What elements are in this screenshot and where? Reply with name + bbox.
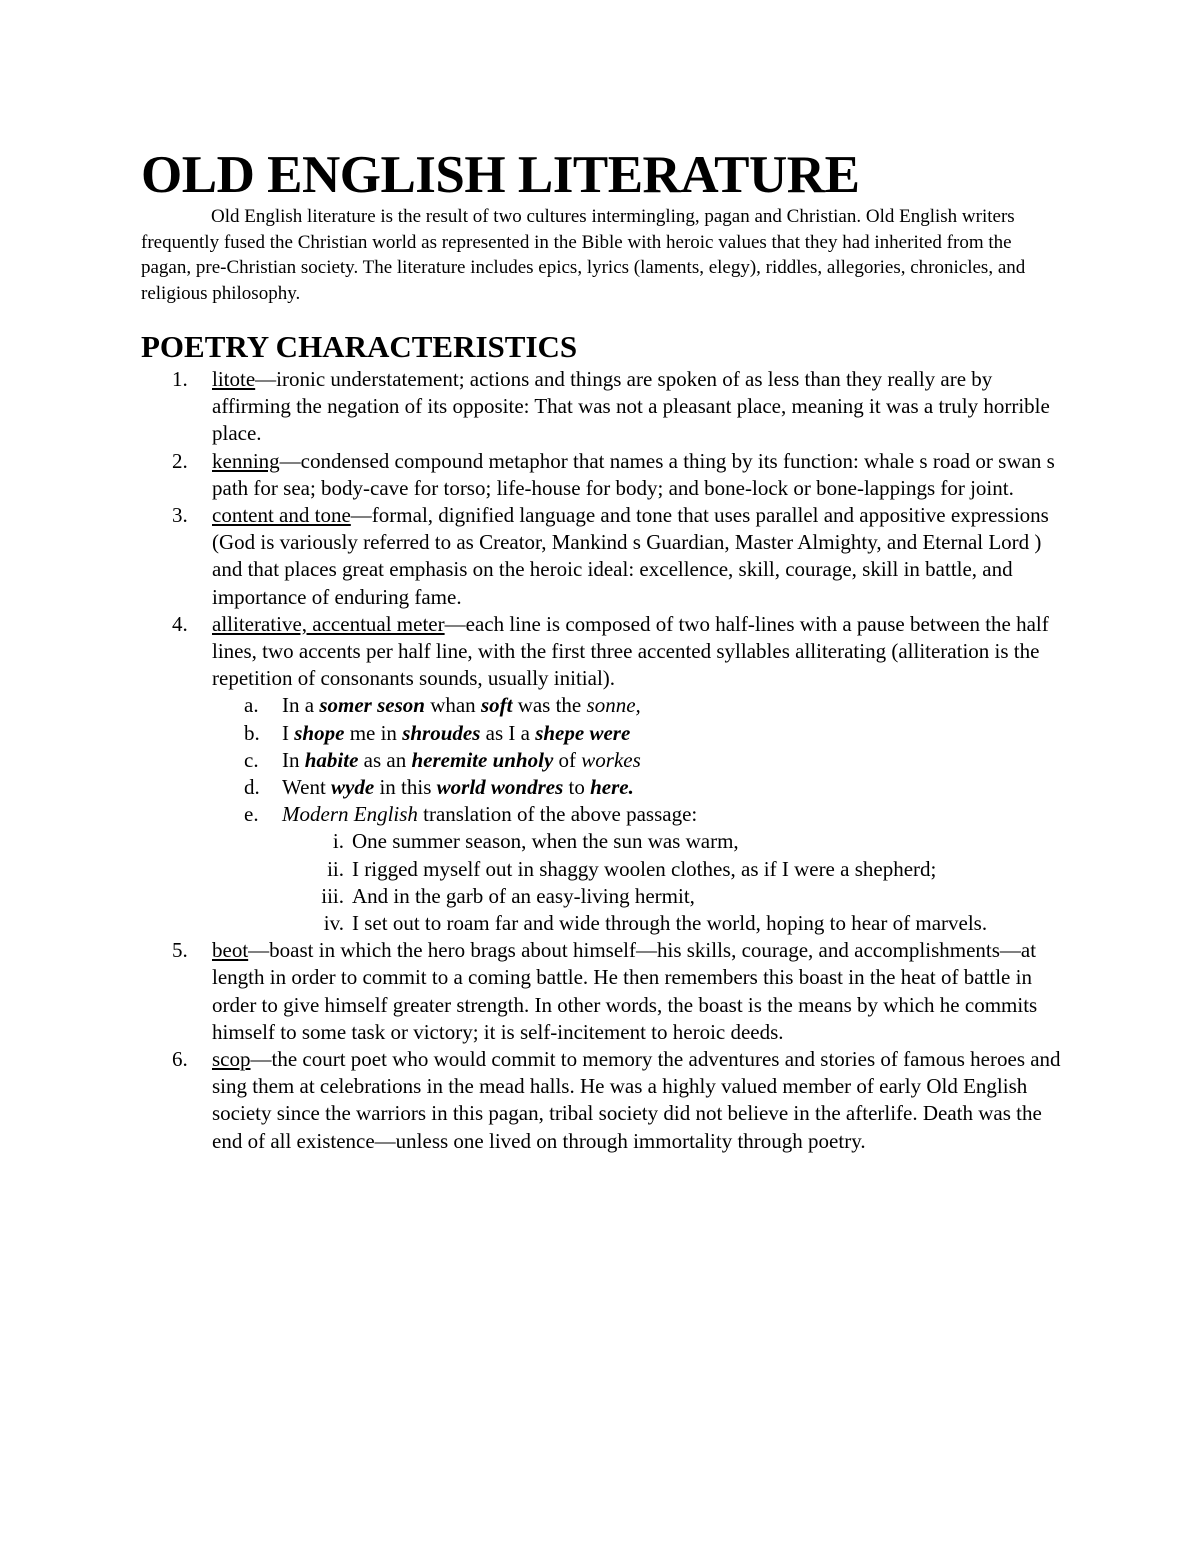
alliterated-word: somer seson	[319, 693, 425, 718]
list-number: 5.	[172, 938, 188, 963]
translation-text: I rigged myself out in shaggy woolen clothes, as if I were a shepherd;	[352, 856, 937, 881]
translation-line	[327, 856, 1072, 883]
list-number: 2.	[172, 448, 188, 473]
translation-list	[282, 828, 1072, 937]
italic-phrase: Modern English	[282, 802, 418, 827]
alliterated-word: world wondres	[436, 775, 564, 800]
example-line-d	[244, 774, 1072, 801]
text: In a	[282, 693, 320, 718]
intro-paragraph: Old English literature is the result of two cultures intermingling, pagan and Christian. Old English writers frequently fused the Christian world as represented in the Bible with heroic values that they had inherited from the pagan, pre-Christian society. The literature includes epics, lyrics (laments, elegy), riddles, allegories, chronicles, and religious philosophy.	[141, 206, 1026, 304]
definition: —the court poet who would commit to memory the adventures and stories of famous heroes and sing them at celebrations in the mead halls. He was a highly valued member of early Old English society since the warriors in this pagan, tribal society did not believe in the afterlife. Death was the end of all existence—unless one lived on through immortality through poetry.	[212, 1047, 1061, 1153]
alliterated-word: shroudes	[402, 720, 481, 745]
text: In	[282, 747, 305, 772]
sub-marker: e.	[244, 802, 259, 827]
definition: —ironic understatement; actions and things are spoken of as less than they really are by affirming the negation of its opposite: That was not a pleasant place, meaning it was a truly horrible place.	[212, 367, 1050, 446]
example-lines-list	[212, 692, 1072, 937]
text: whan	[424, 693, 481, 718]
definition: —boast in which the hero brags about himself—his skills, courage, and accomplishments—at length in order to commit to a coming battle. He then remembers this boast in the heat of battle in order to give himself greater strength. In other words, the boast is the means by which he commits himself to some task or victory; it is self-incitement to heroic deeds.	[212, 938, 1038, 1044]
text: of	[553, 747, 582, 772]
roman-marker: ii.	[327, 856, 344, 881]
alliterated-word: heremite unholy	[411, 747, 554, 772]
term: beot	[212, 938, 249, 963]
definition: —each line is composed of two half-lines with a pause between the half lines, two accents per half line, with the first three accented syllables alliterating (alliteration is the repetition of consonants sounds, usually initial).	[212, 611, 1049, 691]
term: content and tone	[212, 503, 351, 528]
translation-text: One summer season, when the sun was warm,	[352, 829, 739, 854]
translation-line	[323, 910, 1072, 937]
alliterated-word: shepe were	[535, 720, 631, 745]
term: alliterative, accentual meter	[212, 611, 445, 636]
example-line-a	[244, 692, 1072, 719]
section-heading: POETRY CHARACTERISTICS	[141, 329, 578, 364]
text: I	[282, 720, 295, 745]
roman-marker: iv.	[323, 911, 344, 936]
translation-text: I set out to roam far and wide through the world, hoping to hear of marvels.	[352, 911, 988, 936]
term: litote	[212, 367, 256, 391]
sub-marker: a.	[244, 693, 259, 718]
alliterated-word: shope	[294, 720, 345, 745]
sub-marker: b.	[244, 720, 260, 745]
translation-line	[321, 883, 1072, 910]
page-title: OLD ENGLISH LITERATURE	[141, 146, 860, 204]
term: kenning	[212, 448, 280, 473]
example-line-e	[244, 801, 1072, 937]
term: scop	[212, 1047, 251, 1072]
alliterated-word: wyde	[331, 775, 375, 800]
alliterated-word: habite	[304, 747, 359, 772]
text: was the	[512, 693, 587, 718]
italic-word: workes	[581, 747, 641, 772]
text: as an	[358, 747, 412, 772]
definition: —formal, dignified language and tone that uses parallel and appositive expressions (God is variously referred to as Creator, Mankind s Guardian, Master Almighty, and Eternal Lord ) and that places great emphasis on the heroic ideal: excellence, skill, courage, skill in battle, and importance of enduring fame.	[212, 503, 1049, 609]
sub-marker: c.	[244, 747, 259, 772]
list-number: 4.	[172, 611, 188, 636]
list-item-alliterative-meter	[172, 611, 1072, 937]
translation-text: And in the garb of an easy-living hermit,	[352, 883, 695, 908]
alliterated-word: here.	[590, 775, 634, 800]
list-item-kenning	[172, 448, 1072, 502]
alliterated-word: soft	[480, 693, 513, 718]
list-item-content-and-tone	[172, 502, 1072, 611]
italic-word: sonne,	[586, 693, 641, 718]
translation-line	[332, 828, 1072, 855]
definition: —condensed compound metaphor that names a thing by its function: whale s road or swan s path for sea; body-cave for torso; life-house for body; and bone-lock or bone-lappings for joint.	[212, 448, 1055, 500]
list-item-beot	[172, 937, 1072, 1046]
roman-marker: iii.	[321, 883, 344, 908]
text: to	[563, 775, 591, 800]
list-number: 6.	[172, 1047, 188, 1072]
sub-marker: d.	[244, 775, 260, 800]
list-item-scop	[172, 1046, 1072, 1155]
list-item-litote	[172, 366, 1072, 448]
text: translation of the above passage:	[417, 802, 698, 827]
text: as I a	[480, 720, 536, 745]
list-number: 3.	[172, 503, 188, 528]
text: in this	[374, 775, 437, 800]
text: me in	[344, 720, 403, 745]
characteristics-list	[172, 366, 1072, 1155]
text: Went	[282, 775, 332, 800]
example-line-b	[244, 720, 1072, 747]
roman-marker: i.	[332, 829, 344, 854]
list-number: 1.	[172, 367, 188, 391]
example-line-c	[244, 747, 1072, 774]
